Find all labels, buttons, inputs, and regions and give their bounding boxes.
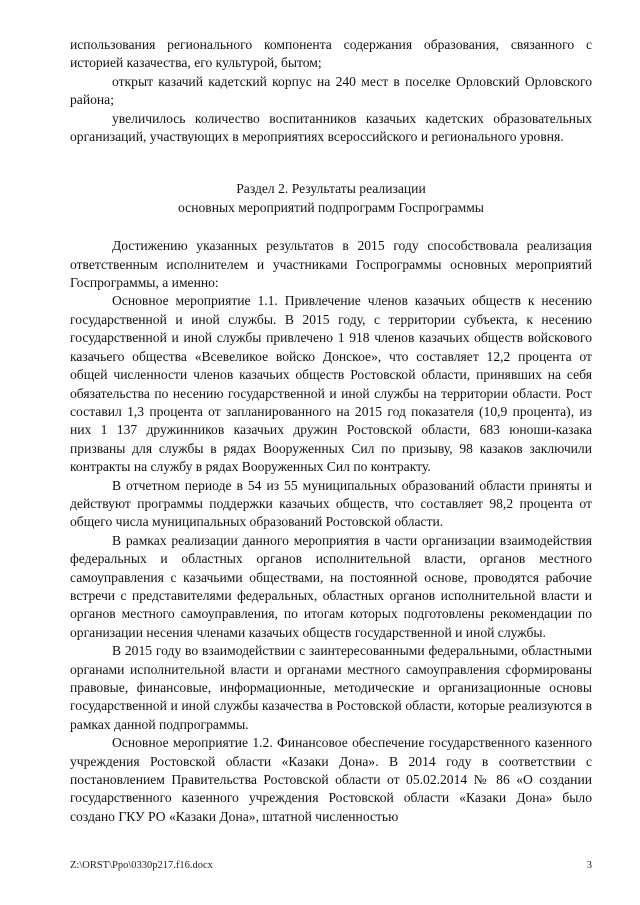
body-paragraph: В 2015 году во взаимодействии с заинтересованными федеральными, областными органами исполнительной власти и органами местного самоуправления сформированы правовые, финансовые, информационные, методические и организационные основы государственной и иной службы казачества в Ростовской области, которые реализуются в рамках данной подпрограммы. (70, 643, 592, 732)
intro-paragraph: открыт казачий кадетский корпус на 240 мест в поселке Орловский Орловского района; (70, 73, 592, 108)
body-paragraph: Достижению указанных результатов в 2015 году способствовала реализация ответственным исполнителем и участниками Госпрограммы основных мероприятий Госпрограммы, а именно: (70, 238, 592, 291)
file-path: Z:\ORST\Ppo\0330p217.f16.docx (70, 860, 213, 871)
body-paragraph: Основное мероприятие 1.2. Финансовое обеспечение государственного казенного учреждения Ростовской области «Казаки Дона». В 2014 году в соответствии с постановлением Правительства Ростовской области от 05.02.2014 № 86 «О создании государственного казенного учреждения Ростовской области «Казаки Дона» было создано ГКУ РО «Казаки Дона», штатной численностью (70, 735, 592, 824)
page-footer (70, 860, 592, 871)
intro-paragraph: использования регионального компонента содержания образования, связанного с историей казачества, его культурой, бытом; (70, 37, 592, 71)
page-number: 3 (586, 860, 592, 871)
section-title-line-1: Раздел 2. Результаты реализации (236, 181, 426, 197)
body-paragraph: В рамках реализации данного мероприятия в части организации взаимодействия федеральных и областных органов исполнительной власти, органов местного самоуправления с казачьими обществами, на постоянной основе, проводятся рабочие встречи с представителями федеральных, областных органов исполнительной власти и органов местного самоуправления, по итогам которых подготовлены рекомендации по организации несения членами казачьих обществ государственной и иной службы. (70, 532, 592, 640)
intro-paragraph: увеличилось количество воспитанников казачьих кадетских образовательных организаций, участвующих в мероприятиях всероссийского и регионального уровня. (70, 110, 592, 145)
body-paragraph: Основное мероприятие 1.1. Привлечение членов казачьих обществ к несению государственной и иной службы. В 2015 году, с территории субъекта, к несению государственной и иной службы привлечено 1 918 членов казачьих обществ войскового казачьего общества «Всевеликое войско Донское», что составляет 12,2 процента от общей численности членов казачьих обществ Ростовской области, принявших на себя обязательства по несению государственной и иной службы на территории области. Рост составил 1,3 процента от запланированного на 2015 год показателя (10,9 процента), из них 1 137 дружинников казачьих дружин Ростовской области, 683 юноши-казака призваны для службы в рядах Вооруженных Сил по призыву, 98 казаков заключили контракты на службу в рядах Вооруженных Сил по контракту. (70, 293, 592, 475)
body-paragraph: В отчетном периоде в 54 из 55 муниципальных образований области приняты и действуют программы поддержки казачьих обществ, что составляет 98,2 процента от общего числа муниципальных образований Ростовской области. (70, 477, 592, 530)
page-body (70, 36, 592, 826)
section-title-line-2: основных мероприятий подпрограмм Госпрограммы (178, 199, 484, 215)
section-heading (70, 180, 592, 217)
